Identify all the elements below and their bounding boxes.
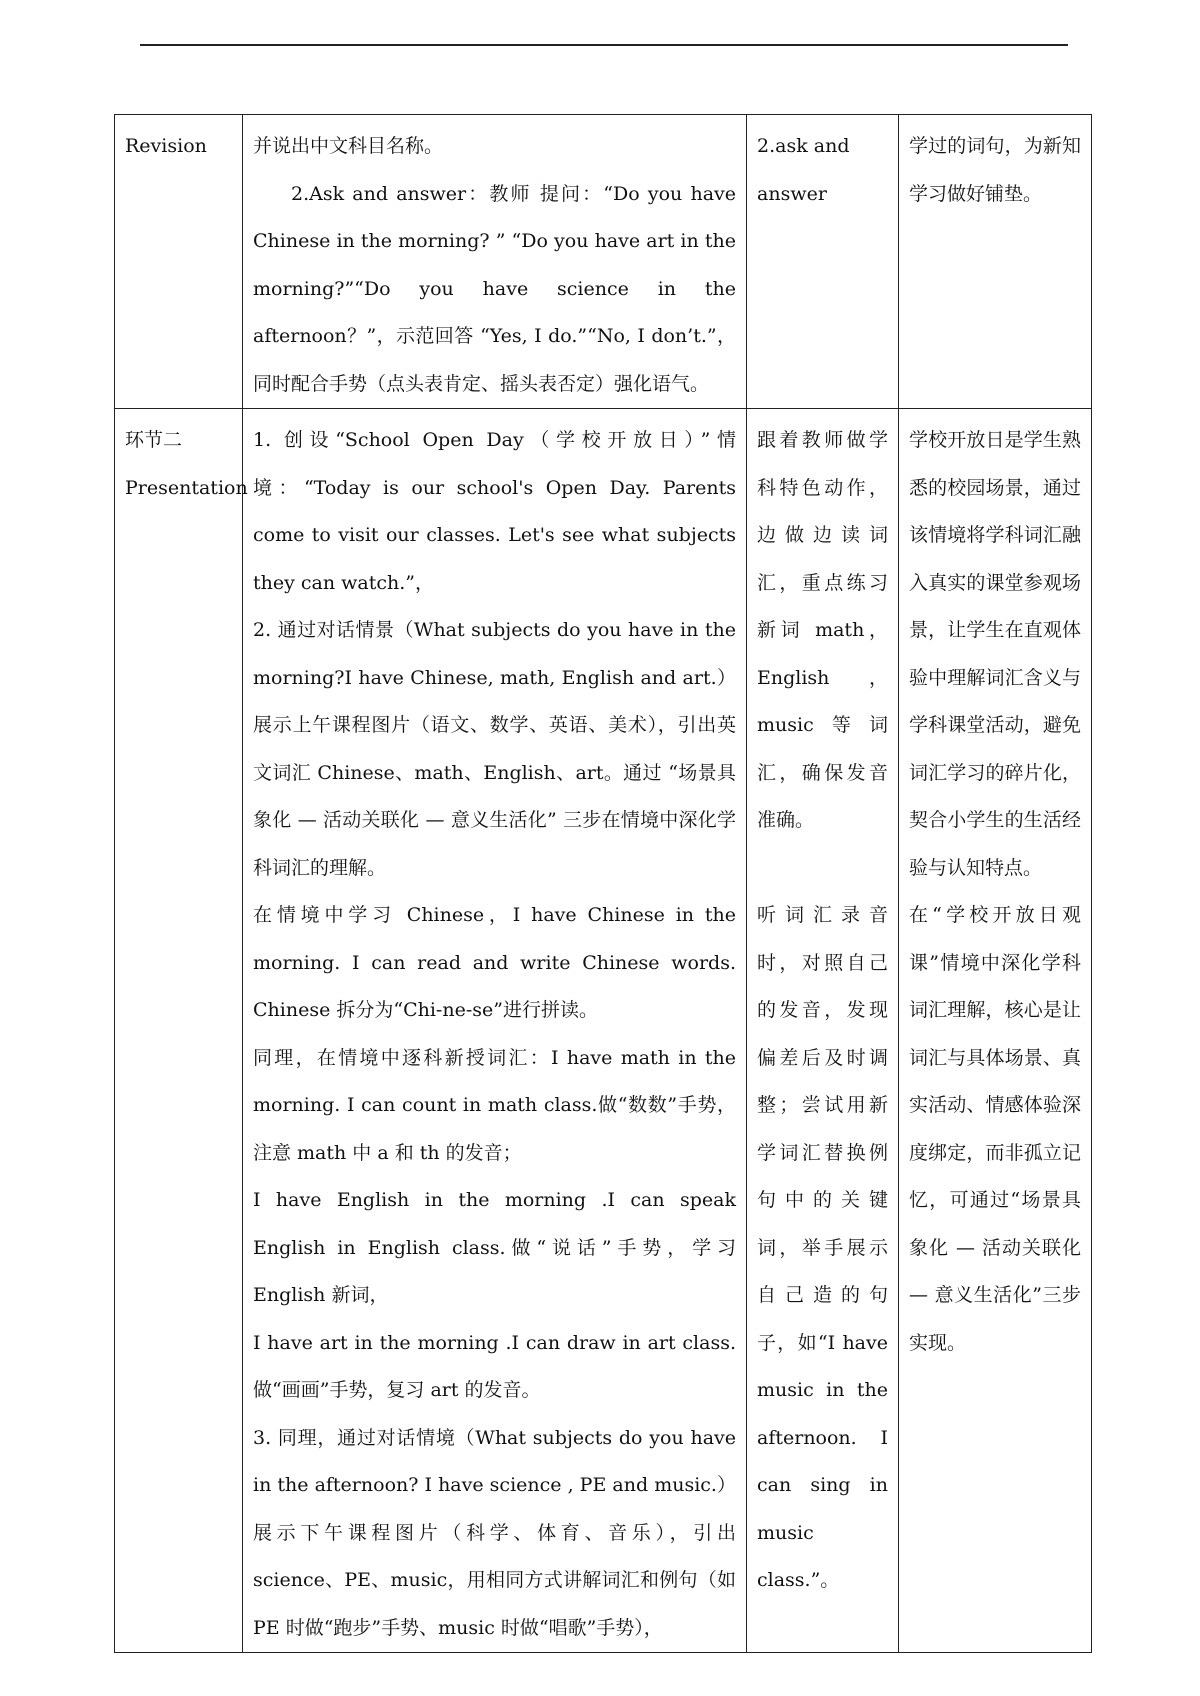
- student-activity-text: 听词汇录音时，对照自己的发音，发现偏差后及时调整；尝试用新学词汇替换例句中的关键词，举手展示自己造的句子，如“I have music in the afternoon. I can sing in music class.”。: [757, 904, 888, 1591]
- teacher-activity-text: 在情境中学习 Chinese，I have Chinese in the morning. I can read and write Chinese words. Chinese 拆分为“Chi-ne-se”进行拼读。: [253, 904, 736, 1021]
- table-row-revision: [115, 115, 1092, 409]
- teacher-activity-text: 2.Ask and answer：教师 提问：“Do you have Chinese in the morning? ” “Do you have art in the morning?”“Do you have science in the afternoon？”，示范回答 “Yes, I do.”“No, I don’t.”，同时配合手势（点头表肯定、摇头表否定）强化语气。: [253, 182, 736, 395]
- design-purpose-text: 在“学校开放日观课”情境中深化学科词汇理解，核心是让词汇与具体场景、真实活动、情感体验深度绑定，而非孤立记忆，可通过“场景具象化 — 活动关联化 — 意义生活化”三步实现。: [909, 904, 1081, 1354]
- design-purpose-text: 学过的词句，为新知学习做好铺垫。: [909, 135, 1081, 205]
- teacher-activity-text: 并说出中文科目名称。: [253, 135, 444, 157]
- teacher-activity-cell: [243, 115, 747, 409]
- stage-label: Presentation: [125, 476, 248, 499]
- paragraph-gap: [757, 845, 888, 893]
- student-activity-text: 跟着教师做学科特色动作，边做边读词汇，重点练习新词 math，English，music等词汇，确保发音准确。: [757, 429, 888, 831]
- stage-cell: [115, 409, 248, 1653]
- design-purpose-cell: [899, 115, 1092, 409]
- teacher-activity-text: 2. 通过对话情景（What subjects do you have in the morning?I have Chinese, math, English and art.）展示上午课程图片（语文、数学、英语、美术），引出英文词汇 Chinese、math、English、art。通过 “场景具象化 — 活动关联化 — 意义生活化” 三步在情境中深化学科词汇的理解。: [253, 619, 736, 879]
- stage-cell: [115, 115, 243, 409]
- stage-label: Revision: [125, 135, 207, 157]
- design-purpose-cell: [899, 409, 1092, 1653]
- table-row-presentation: [115, 409, 1092, 1653]
- design-purpose-text: 学校开放日是学生熟悉的校园场景，通过该情境将学科词汇融入真实的课堂参观场景，让学生在直观体验中理解词汇含义与学科课堂活动，避免词汇学习的碎片化，契合小学生的生活经验与认知特点。: [909, 429, 1081, 879]
- student-activity-cell: [747, 409, 899, 1653]
- teacher-activity-text: I have English in the morning .I can speak English in English class.做“说话”手势，学习 English 新词，: [253, 1189, 736, 1306]
- student-activity-cell: [747, 115, 899, 409]
- teacher-activity-text: I have art in the morning .I can draw in art class.做“画画”手势，复习 art 的发音。: [253, 1331, 736, 1401]
- student-activity-text: 2.ask and answer: [757, 135, 850, 205]
- teacher-activity-text: 1. 创设“School Open Day（学校开放日）”情境：“Today is our school's Open Day. Parents come to visit our classes. Let's see what subjects they can watch.”，: [253, 429, 736, 594]
- teacher-activity-text: 同理，在情境中逐科新授词汇：I have math in the morning. I can count in math class.做“数数”手势，注意 math 中 a 和 th 的发音；: [253, 1046, 736, 1164]
- header-rule: [140, 44, 1068, 46]
- teacher-activity-text: 3. 同理，通过对话情境（What subjects do you have in the afternoon? I have science , PE and music.）展示下午课程图片（科学、体育、音乐），引出 science、PE、music，用相同方式讲解词汇和例句（如 PE 时做“跑步”手势、music 时做“唱歌”手势），: [253, 1426, 736, 1639]
- lesson-plan-table: [114, 114, 1092, 1653]
- teacher-activity-cell: [243, 409, 747, 1653]
- stage-label: 环节二: [125, 429, 183, 451]
